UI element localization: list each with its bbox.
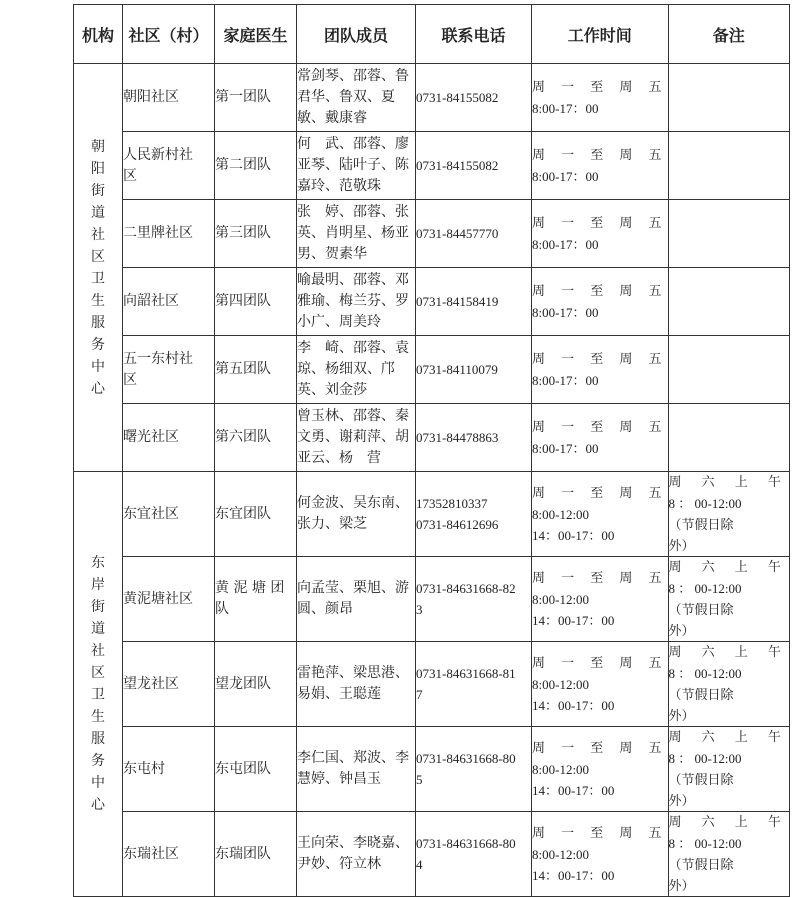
community-cell: [123, 268, 215, 336]
family-doctor-cell: [215, 727, 297, 812]
family-doctor-line: 望龙团队: [215, 675, 271, 692]
org-text-line: 服 务: [91, 314, 117, 353]
community-line: 东瑞社区: [123, 845, 179, 862]
work-time-line: 周 一 至 周 五: [532, 215, 668, 231]
phone-line: 0731-84110079: [416, 362, 498, 377]
community-line: 区: [123, 167, 137, 184]
table-row: [74, 200, 790, 268]
table-row: [74, 64, 790, 132]
family-doctor-cell: [215, 557, 297, 642]
community-cell: [123, 64, 215, 132]
team-members-line: 君华、鲁双、夏: [297, 89, 395, 105]
family-doctor-line: 黄 泥 塘 团: [215, 580, 285, 596]
work-time-line: 周 一 至 周 五: [532, 79, 668, 95]
notes-line: 8 ： 00-12:00: [668, 666, 742, 681]
phone-cell: [416, 64, 532, 132]
header-org: 机构: [74, 5, 123, 64]
notes-cell: [668, 404, 789, 472]
team-members-line: 雅瑜、梅兰芬、罗: [297, 293, 409, 309]
family-doctor-cell: [215, 472, 297, 557]
community-cell: [123, 404, 215, 472]
work-time-line: 8:00-17：00: [532, 372, 599, 388]
phone-line: 0731-84631668-80: [416, 751, 516, 766]
work-time-line: 14：00-17：00: [532, 867, 615, 883]
phone-cell: [416, 727, 532, 812]
phone-cell: [416, 557, 532, 642]
team-members-line: 男、贺素华: [297, 246, 367, 262]
work-time-line: 周 一 至 周 五: [532, 570, 668, 586]
notes-line: 外）: [668, 538, 695, 553]
work-time-line: 8:00-12:00: [532, 676, 590, 692]
phone-cell: [416, 268, 532, 336]
community-cell: [123, 472, 215, 557]
notes-line: （节假日除: [668, 772, 734, 787]
work-time-line: 周 一 至 周 五: [532, 655, 668, 671]
team-members-line: 常剑琴、邵蓉、鲁: [297, 68, 409, 84]
phone-line: 0731-84631668-82: [416, 581, 516, 596]
work-time-line: 14：00-17：00: [532, 612, 615, 628]
work-time-line: 8:00-17：00: [532, 236, 599, 252]
community-line: 向韶社区: [123, 293, 179, 309]
work-time-line: 周 一 至 周 五: [532, 283, 668, 299]
table-row: [74, 812, 790, 897]
work-time-line: 8:00-17：00: [532, 304, 599, 320]
notes-line: 周 六 上 午: [668, 475, 789, 490]
work-time-cell: [532, 472, 669, 557]
community-line: 二里牌社区: [123, 225, 193, 241]
notes-line: 周 六 上 午: [668, 645, 789, 660]
phone-line: 4: [416, 857, 423, 872]
table-row: [74, 472, 790, 557]
phone-line: 0731-84631668-80: [416, 836, 516, 851]
family-doctor-line: 第四团队: [215, 293, 271, 309]
phone-cell: [416, 404, 532, 472]
org-text-line: 社 区: [91, 226, 117, 265]
team-members-line: 向孟莹、栗旭、游: [297, 580, 409, 596]
family-doctor-cell: [215, 268, 297, 336]
team-members-line: 张 婷、邵蓉、张: [297, 204, 409, 220]
work-time-line: 8:00-12:00: [532, 846, 590, 862]
work-time-cell: [532, 200, 669, 268]
work-time-cell: [532, 268, 669, 336]
notes-line: 8 ： 00-12:00: [668, 751, 742, 766]
doctor-team-table: [73, 4, 790, 897]
work-time-cell: [532, 404, 669, 472]
team-members-line: 琼、杨细双、邝: [297, 361, 395, 377]
team-members-line: 文勇、谢莉萍、胡: [297, 429, 409, 445]
team-members-cell: [297, 642, 416, 727]
team-members-line: 英、肖明星、杨亚: [297, 225, 409, 241]
team-members-line: 何金波、吴东南、: [297, 495, 409, 511]
phone-line: 0731-84631668-81: [416, 666, 516, 681]
work-time-line: 周 一 至 周 五: [532, 825, 668, 841]
community-line: 黄泥塘社区: [123, 590, 193, 607]
work-time-line: 8:00-17：00: [532, 100, 599, 116]
phone-line: 0731-84155082: [416, 158, 499, 173]
team-members-line: 敏、戴康睿: [297, 110, 367, 126]
notes-line: 8 ： 00-12:00: [668, 581, 742, 596]
header-phone: 联系电话: [416, 5, 532, 64]
family-doctor-line: 东屯团队: [215, 760, 271, 777]
community-cell: [123, 557, 215, 642]
team-members-cell: [297, 200, 416, 268]
header-community: 社区（村）: [123, 5, 215, 64]
family-doctor-cell: [215, 812, 297, 897]
family-doctor-line: 第三团队: [215, 225, 271, 241]
work-time-line: 周 一 至 周 五: [532, 351, 668, 367]
community-cell: [123, 727, 215, 812]
team-members-line: 亚琴、陆叶子、陈: [297, 157, 409, 173]
family-doctor-cell: [215, 132, 297, 200]
family-doctor-line: 第六团队: [215, 429, 271, 445]
work-time-cell: [532, 64, 669, 132]
team-members-line: 易娟、王聪莲: [297, 686, 381, 702]
family-doctor-line: 东宜团队: [215, 505, 271, 522]
org-text-line: 街 道: [91, 182, 117, 221]
phone-line: 3: [416, 602, 423, 617]
header-work-time: 工作时间: [532, 5, 669, 64]
phone-cell: [416, 812, 532, 897]
family-doctor-cell: [215, 404, 297, 472]
org-text-line: 服 务: [91, 731, 117, 769]
org-text-line: 朝 阳: [91, 138, 117, 177]
phone-line: 0731-84158419: [416, 294, 499, 309]
notes-cell: [668, 268, 789, 336]
notes-cell: [668, 557, 789, 642]
notes-line: 8 ： 00-12:00: [668, 836, 742, 851]
table-row: [74, 642, 790, 727]
table-row: [74, 404, 790, 472]
table-row: [74, 727, 790, 812]
work-time-cell: [532, 642, 669, 727]
team-members-cell: [297, 268, 416, 336]
team-members-line: 尹妙、符立林: [297, 856, 381, 872]
team-members-cell: [297, 472, 416, 557]
notes-line: （节假日除: [668, 857, 734, 872]
phone-cell: [416, 336, 532, 404]
team-members-line: 何 武、邵蓉、廖: [297, 136, 409, 152]
team-members-cell: [297, 727, 416, 812]
community-line: 区: [123, 371, 137, 388]
family-doctor-cell: [215, 642, 297, 727]
community-cell: [123, 812, 215, 897]
phone-cell: [416, 472, 532, 557]
org-cell: [74, 64, 123, 472]
family-doctor-cell: [215, 336, 297, 404]
table-header-row: [74, 5, 790, 64]
phone-line: 0731-84155082: [416, 90, 499, 105]
team-members-cell: [297, 812, 416, 897]
notes-cell: [668, 727, 789, 812]
header-team-members: 团队成员: [297, 5, 416, 64]
work-time-line: 周 一 至 周 五: [532, 147, 668, 163]
notes-line: 周 六 上 午: [668, 560, 789, 575]
notes-line: 周 六 上 午: [668, 730, 789, 745]
notes-cell: [668, 132, 789, 200]
notes-line: （节假日除: [668, 602, 734, 617]
table-row: [74, 268, 790, 336]
work-time-line: 周 一 至 周 五: [532, 485, 668, 501]
org-text-line: 街 道: [91, 599, 117, 637]
notes-line: （节假日除: [668, 517, 734, 532]
org-cell: [74, 472, 123, 897]
notes-cell: [668, 64, 789, 132]
org-text-line: 东 岸: [91, 555, 117, 593]
family-doctor-line: 队: [215, 601, 229, 617]
team-members-cell: [297, 336, 416, 404]
phone-cell: [416, 200, 532, 268]
work-time-cell: [532, 132, 669, 200]
org-text-line: 卫 生: [91, 687, 117, 725]
community-line: 望龙社区: [123, 675, 179, 692]
notes-line: 周 六 上 午: [668, 815, 789, 830]
work-time-cell: [532, 812, 669, 897]
team-members-line: 雷艳萍、梁思港、: [297, 665, 409, 681]
team-members-line: 英、刘金莎: [297, 382, 367, 398]
phone-cell: [416, 642, 532, 727]
header-notes: 备注: [668, 5, 789, 64]
work-time-line: 14：00-17：00: [532, 527, 615, 543]
notes-line: 8 ： 00-12:00: [668, 496, 742, 511]
phone-line: 0731-84612696: [416, 517, 499, 532]
work-time-line: 周 一 至 周 五: [532, 740, 668, 756]
work-time-line: 8:00-12:00: [532, 761, 590, 777]
team-members-cell: [297, 404, 416, 472]
phone-line: 0731-84457770: [416, 226, 499, 241]
notes-line: 外）: [668, 878, 695, 893]
team-members-line: 小广、周美玲: [297, 314, 381, 330]
team-members-line: 圆、颜昂: [297, 601, 353, 617]
work-time-cell: [532, 336, 669, 404]
team-members-line: 张力、梁芝: [297, 516, 367, 532]
team-members-line: 嘉玲、范敬珠: [297, 178, 381, 194]
team-members-line: 李 崎、邵蓉、袁: [297, 340, 409, 356]
notes-cell: [668, 472, 789, 557]
work-time-line: 8:00-17：00: [532, 440, 599, 456]
phone-line: 7: [416, 687, 423, 702]
team-members-line: 喻最明、邵蓉、邓: [297, 272, 409, 288]
family-doctor-line: 第一团队: [215, 89, 271, 105]
family-doctor-line: 第二团队: [215, 157, 271, 173]
table-row: [74, 132, 790, 200]
community-cell: [123, 200, 215, 268]
team-members-line: 王向荣、李晓嘉、: [297, 835, 409, 851]
notes-cell: [668, 812, 789, 897]
team-members-line: 慧婷、钟昌玉: [297, 771, 381, 787]
team-members-line: 亚云、杨 营: [297, 450, 381, 466]
team-members-line: 曾玉林、邵蓉、秦: [297, 408, 409, 424]
header-family-doctor: 家庭医生: [215, 5, 297, 64]
phone-line: 5: [416, 772, 423, 787]
community-line: 东屯村: [123, 760, 165, 777]
notes-cell: [668, 336, 789, 404]
community-line: 东宜社区: [123, 505, 179, 522]
work-time-line: 8:00-17：00: [532, 168, 599, 184]
work-time-line: 8:00-12:00: [532, 506, 590, 522]
table-row: [74, 336, 790, 404]
org-text-line: 中心: [91, 775, 117, 813]
work-time-cell: [532, 557, 669, 642]
community-cell: [123, 642, 215, 727]
notes-line: （节假日除: [668, 687, 734, 702]
team-members-line: 李仁国、郑波、李: [297, 750, 409, 766]
work-time-line: 14：00-17：00: [532, 782, 615, 798]
phone-line: 17352810337: [416, 496, 488, 511]
work-time-line: 14：00-17：00: [532, 697, 615, 713]
work-time-line: 周 一 至 周 五: [532, 419, 668, 435]
family-doctor-cell: [215, 64, 297, 132]
phone-cell: [416, 132, 532, 200]
family-doctor-line: 东瑞团队: [215, 845, 271, 862]
family-doctor-cell: [215, 200, 297, 268]
team-members-cell: [297, 557, 416, 642]
work-time-cell: [532, 727, 669, 812]
community-line: 五一东村社: [123, 350, 193, 367]
org-text-line: 中心: [91, 358, 117, 397]
community-cell: [123, 336, 215, 404]
org-text-line: 社 区: [91, 643, 117, 681]
table-row: [74, 557, 790, 642]
notes-line: 外）: [668, 708, 695, 723]
org-text-line: 卫 生: [91, 270, 117, 309]
notes-cell: [668, 642, 789, 727]
notes-cell: [668, 200, 789, 268]
community-line: 曙光社区: [123, 429, 179, 445]
notes-line: 外）: [668, 793, 695, 808]
community-line: 朝阳社区: [123, 89, 179, 105]
family-doctor-line: 第五团队: [215, 361, 271, 377]
notes-line: 外）: [668, 623, 695, 638]
phone-line: 0731-84478863: [416, 430, 499, 445]
community-line: 人民新村社: [123, 146, 193, 163]
community-cell: [123, 132, 215, 200]
team-members-cell: [297, 132, 416, 200]
work-time-line: 8:00-12:00: [532, 591, 590, 607]
team-members-cell: [297, 64, 416, 132]
